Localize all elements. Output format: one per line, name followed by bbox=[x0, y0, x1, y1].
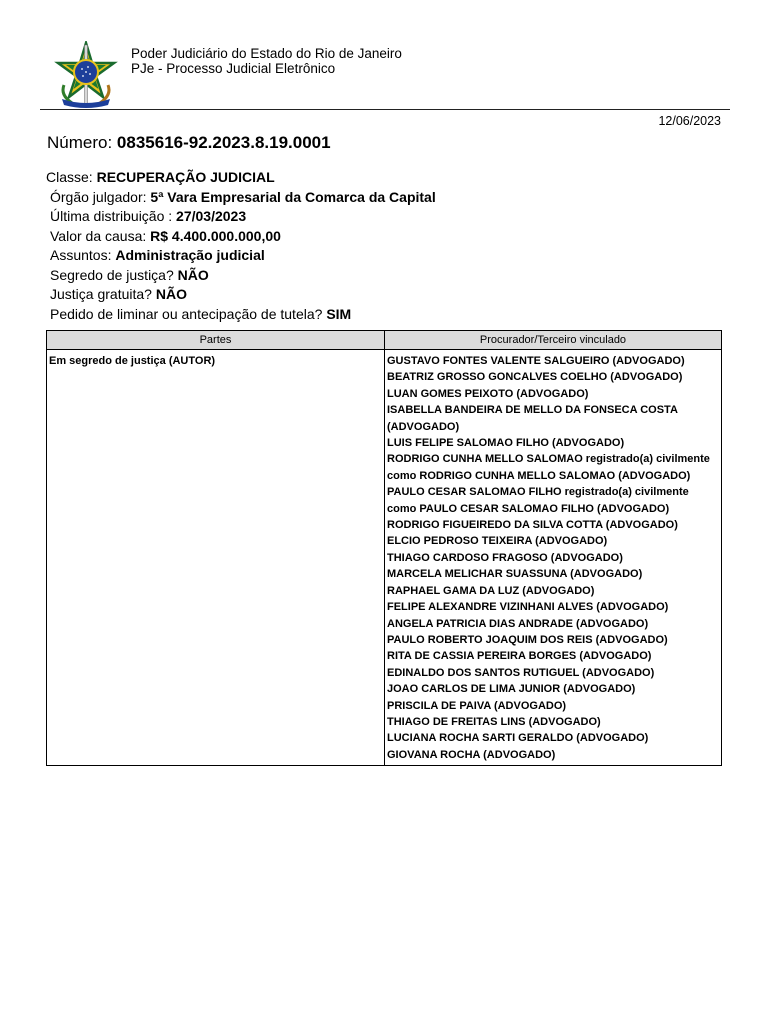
orgao-label: Órgão julgador: bbox=[50, 188, 147, 205]
list-item: ISABELLA BANDEIRA DE MELLO DA FONSECA COSTA (ADVOGADO) bbox=[387, 404, 678, 433]
list-item: RODRIGO FIGUEIREDO DA SILVA COTTA (ADVOGADO) bbox=[387, 519, 678, 532]
list-item: ELCIO PEDROSO TEIXEIRA (ADVOGADO) bbox=[387, 535, 608, 548]
field-liminar bbox=[46, 305, 436, 325]
parties-table bbox=[46, 330, 722, 766]
distribuicao-label: Última distribuição : bbox=[50, 208, 173, 224]
org-header bbox=[131, 46, 402, 76]
list-item: EDINALDO DOS SANTOS RUTIGUEL (ADVOGADO) bbox=[387, 666, 655, 679]
list-item: THIAGO CARDOSO FRAGOSO (ADVOGADO) bbox=[387, 551, 623, 564]
list-item: PRISCILA DE PAIVA (ADVOGADO) bbox=[387, 699, 567, 712]
list-item: FELIPE ALEXANDRE VIZINHANI ALVES (ADVOGADO) bbox=[387, 601, 669, 614]
process-number-value: 0835616-92.2023.8.19.0001 bbox=[116, 133, 331, 152]
valor-value: R$ 4.400.000.000,00 bbox=[150, 227, 281, 244]
gratuita-label: Justiça gratuita? bbox=[50, 286, 152, 302]
segredo-label: Segredo de justiça? bbox=[50, 266, 174, 283]
segredo-value: NÃO bbox=[177, 266, 209, 283]
list-item: THIAGO DE FREITAS LINS (ADVOGADO) bbox=[387, 715, 601, 728]
list-item: JOAO CARLOS DE LIMA JUNIOR (ADVOGADO) bbox=[387, 683, 636, 696]
list-item: RAPHAEL GAMA DA LUZ (ADVOGADO) bbox=[387, 584, 595, 597]
classe-value: RECUPERAÇÃO JUDICIAL bbox=[96, 169, 275, 185]
process-fields bbox=[46, 168, 436, 324]
system-name: PJe - Processo Judicial Eletrônico bbox=[131, 61, 336, 76]
process-number bbox=[47, 133, 331, 153]
list-item: RODRIGO CUNHA MELLO SALOMAO registrado(a) civilmente como RODRIGO CUNHA MELLO SALOMAO (ADVOGADO) bbox=[387, 453, 710, 482]
list-item: BEATRIZ GROSSO GONCALVES COELHO (ADVOGADO) bbox=[387, 371, 683, 384]
orgao-value: 5ª Vara Empresarial da Comarca da Capital bbox=[150, 188, 436, 205]
field-distribuicao bbox=[46, 207, 436, 227]
classe-label: Classe: bbox=[46, 169, 93, 185]
field-valor bbox=[46, 227, 436, 247]
list-item: ANGELA PATRICIA DIAS ANDRADE (ADVOGADO) bbox=[387, 617, 649, 630]
field-gratuita bbox=[46, 285, 436, 305]
list-item: LUIS FELIPE SALOMAO FILHO (ADVOGADO) bbox=[387, 437, 625, 450]
liminar-label: Pedido de liminar ou antecipação de tutela? bbox=[50, 305, 323, 322]
field-assuntos bbox=[46, 246, 436, 266]
table-row bbox=[47, 350, 722, 766]
list-item: GUSTAVO FONTES VALENTE SALGUEIRO (ADVOGADO) bbox=[387, 355, 685, 367]
field-orgao bbox=[46, 188, 436, 208]
brazil-coat-of-arms-icon bbox=[52, 41, 120, 109]
list-item: GIOVANA ROCHA (ADVOGADO) bbox=[387, 748, 556, 761]
table-header-row bbox=[47, 331, 722, 350]
field-classe bbox=[46, 168, 436, 188]
list-item: MARCELA MELICHAR SUASSUNA (ADVOGADO) bbox=[387, 568, 643, 581]
list-item: PAULO ROBERTO JOAQUIM DOS REIS (ADVOGADO) bbox=[387, 633, 668, 646]
process-number-label: Número: bbox=[47, 133, 113, 152]
assuntos-label: Assuntos: bbox=[50, 247, 112, 263]
document-date: 12/06/2023 bbox=[658, 114, 721, 128]
valor-label: Valor da causa: bbox=[50, 227, 147, 244]
advogados-cell bbox=[385, 350, 722, 766]
gratuita-value: NÃO bbox=[155, 286, 187, 302]
parte-cell: Em segredo de justiça (AUTOR) bbox=[47, 350, 385, 766]
list-item: LUAN GOMES PEIXOTO (ADVOGADO) bbox=[387, 387, 589, 400]
liminar-value: SIM bbox=[326, 305, 352, 322]
field-segredo bbox=[46, 266, 436, 286]
list-item: RITA DE CASSIA PEREIRA BORGES (ADVOGADO) bbox=[387, 650, 652, 663]
list-item: LUCIANA ROCHA SARTI GERALDO (ADVOGADO) bbox=[387, 732, 649, 745]
assuntos-value: Administração judicial bbox=[115, 247, 265, 263]
header-divider bbox=[40, 109, 730, 110]
header-procurador: Procurador/Terceiro vinculado bbox=[385, 331, 722, 350]
list-item: PAULO CESAR SALOMAO FILHO registrado(a) civilmente como PAULO CESAR SALOMAO FILHO (ADVOGADO) bbox=[387, 486, 689, 515]
distribuicao-value: 27/03/2023 bbox=[176, 208, 247, 224]
header-partes: Partes bbox=[47, 331, 385, 350]
org-name: Poder Judiciário do Estado do Rio de Janeiro bbox=[131, 46, 402, 61]
